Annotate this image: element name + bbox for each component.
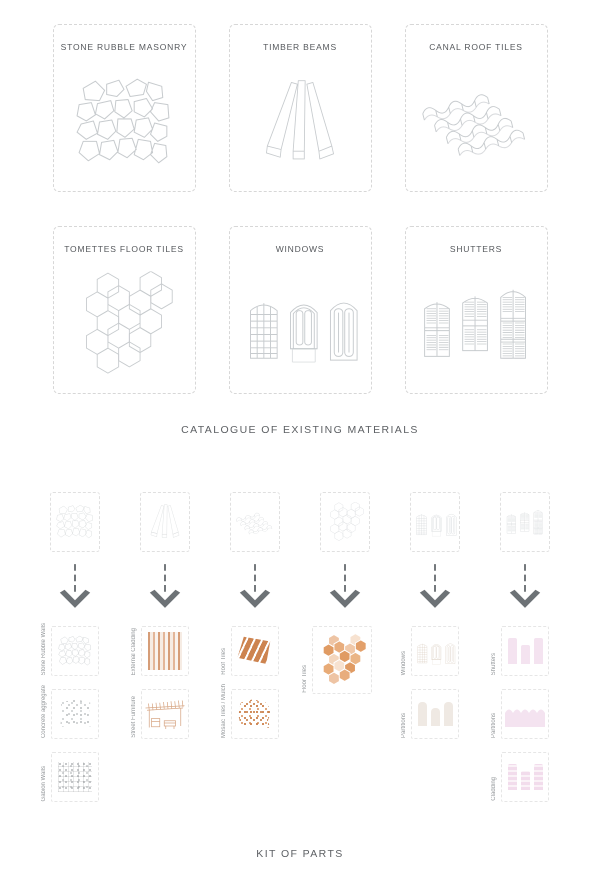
kit-cards — [41, 622, 99, 802]
concrete-aggregate-texture — [58, 699, 92, 729]
mosaic-tiles-texture — [237, 698, 273, 730]
kit-card-cladding-pink — [491, 752, 549, 802]
kit-column-timber — [131, 492, 189, 739]
down-arrow-icon — [326, 562, 364, 610]
scalloped-partition — [505, 701, 545, 727]
kit-card-label: Concrete aggregate — [41, 684, 47, 738]
stone-rubble-drawing — [54, 52, 195, 191]
kit-card-label: Partitions — [401, 712, 407, 738]
pergola-drawing — [144, 696, 186, 732]
kit-card-floor-tiles — [302, 626, 372, 694]
canal-roof-tiles-drawing — [406, 52, 547, 191]
kit-card-label: Windows — [401, 650, 407, 675]
timber-beams-drawing — [230, 52, 371, 191]
kit-card-label: Mosaic Tiles / Mulch — [221, 683, 227, 738]
kit-card-windows — [401, 626, 459, 676]
card-title: CANAL ROOF TILES — [429, 42, 523, 52]
card-title: SHUTTERS — [449, 244, 503, 254]
kit-cards — [491, 626, 549, 802]
kit-card-mosaic-tiles-mulch — [221, 683, 279, 739]
kit-of-parts-section — [0, 492, 600, 860]
catalogue-grid — [0, 0, 600, 394]
kit-card-label: Roof Tiles — [221, 648, 227, 675]
catalogue-card-tomettes-floor-tiles — [53, 226, 196, 394]
cladding-panels — [508, 764, 543, 790]
catalogue-card-stone-rubble-masonry — [53, 24, 196, 192]
shutters-panels — [508, 638, 543, 664]
kit-card-partitions-pink — [491, 689, 549, 739]
gabion-walls-texture — [58, 762, 92, 792]
hexagon-floor-tiles-drawing — [54, 254, 195, 393]
down-arrow-icon — [416, 562, 454, 610]
kit-column-floor-tiles — [302, 492, 369, 694]
kit-column-windows — [401, 492, 459, 739]
windows-drawing — [230, 254, 371, 393]
kit-card-label: Floor Tiles — [302, 665, 308, 693]
kit-card-street-furniture — [131, 689, 189, 739]
card-title: TIMBER BEAMS — [263, 42, 337, 52]
kit-card-stone-rubble-walls — [41, 622, 99, 676]
kit-card-label: Stone Rubble Walls — [41, 622, 47, 675]
kit-cards — [131, 626, 189, 739]
kit-column-roof-tiles — [221, 492, 279, 739]
card-title: WINDOWS — [275, 244, 325, 254]
kit-column-shutters — [491, 492, 549, 802]
catalogue-card-windows — [229, 226, 372, 394]
kit-caption: KIT OF PARTS — [256, 848, 344, 860]
catalogue-card-canal-roof-tiles — [405, 24, 548, 192]
down-arrow-icon — [146, 562, 184, 610]
kit-cards — [221, 626, 279, 739]
stone-thumbnail — [50, 492, 100, 552]
card-title: TOMETTES FLOOR TILES — [64, 244, 184, 254]
down-arrow-icon — [506, 562, 544, 610]
kit-card-label: Shutters — [491, 652, 497, 675]
kit-card-label: Street Furniture — [131, 696, 137, 738]
catalogue-section — [0, 0, 600, 436]
catalogue-card-timber-beams — [229, 24, 372, 192]
catalogue-card-shutters — [405, 226, 548, 394]
shutters-drawing — [406, 254, 547, 393]
kit-card-partitions-light — [401, 689, 459, 739]
card-title: STONE RUBBLE MASONRY — [60, 42, 188, 52]
kit-card-label: Gabion Walls — [41, 765, 47, 801]
kit-card-label: Partitions — [491, 712, 497, 738]
hexagon-floor-tiles-color — [317, 632, 367, 688]
floor-tiles-thumbnail — [320, 492, 370, 552]
kit-cards — [401, 626, 459, 739]
external-cladding-texture — [148, 632, 182, 670]
kit-card-label: External Cladding — [131, 627, 137, 675]
catalogue-caption: CATALOGUE OF EXISTING MATERIALS — [181, 424, 419, 436]
roof-tiles-texture — [235, 634, 275, 668]
kit-card-label: Cladding — [491, 777, 497, 801]
timber-thumbnail — [140, 492, 190, 552]
windows-thumbnail — [410, 492, 460, 552]
down-arrow-icon — [236, 562, 274, 610]
kit-card-concrete-aggregate — [41, 684, 99, 739]
kit-card-external-cladding — [131, 626, 189, 676]
down-arrow-icon — [56, 562, 94, 610]
kit-card-gabion-walls — [41, 752, 99, 802]
kit-column-stone — [41, 492, 99, 802]
roof-tiles-thumbnail — [230, 492, 280, 552]
kit-cards — [302, 626, 372, 694]
partitions-pillars — [418, 702, 453, 726]
kit-grid — [0, 492, 600, 802]
kit-card-shutters — [491, 626, 549, 676]
kit-card-roof-tiles — [221, 626, 279, 676]
shutters-thumbnail — [500, 492, 550, 552]
